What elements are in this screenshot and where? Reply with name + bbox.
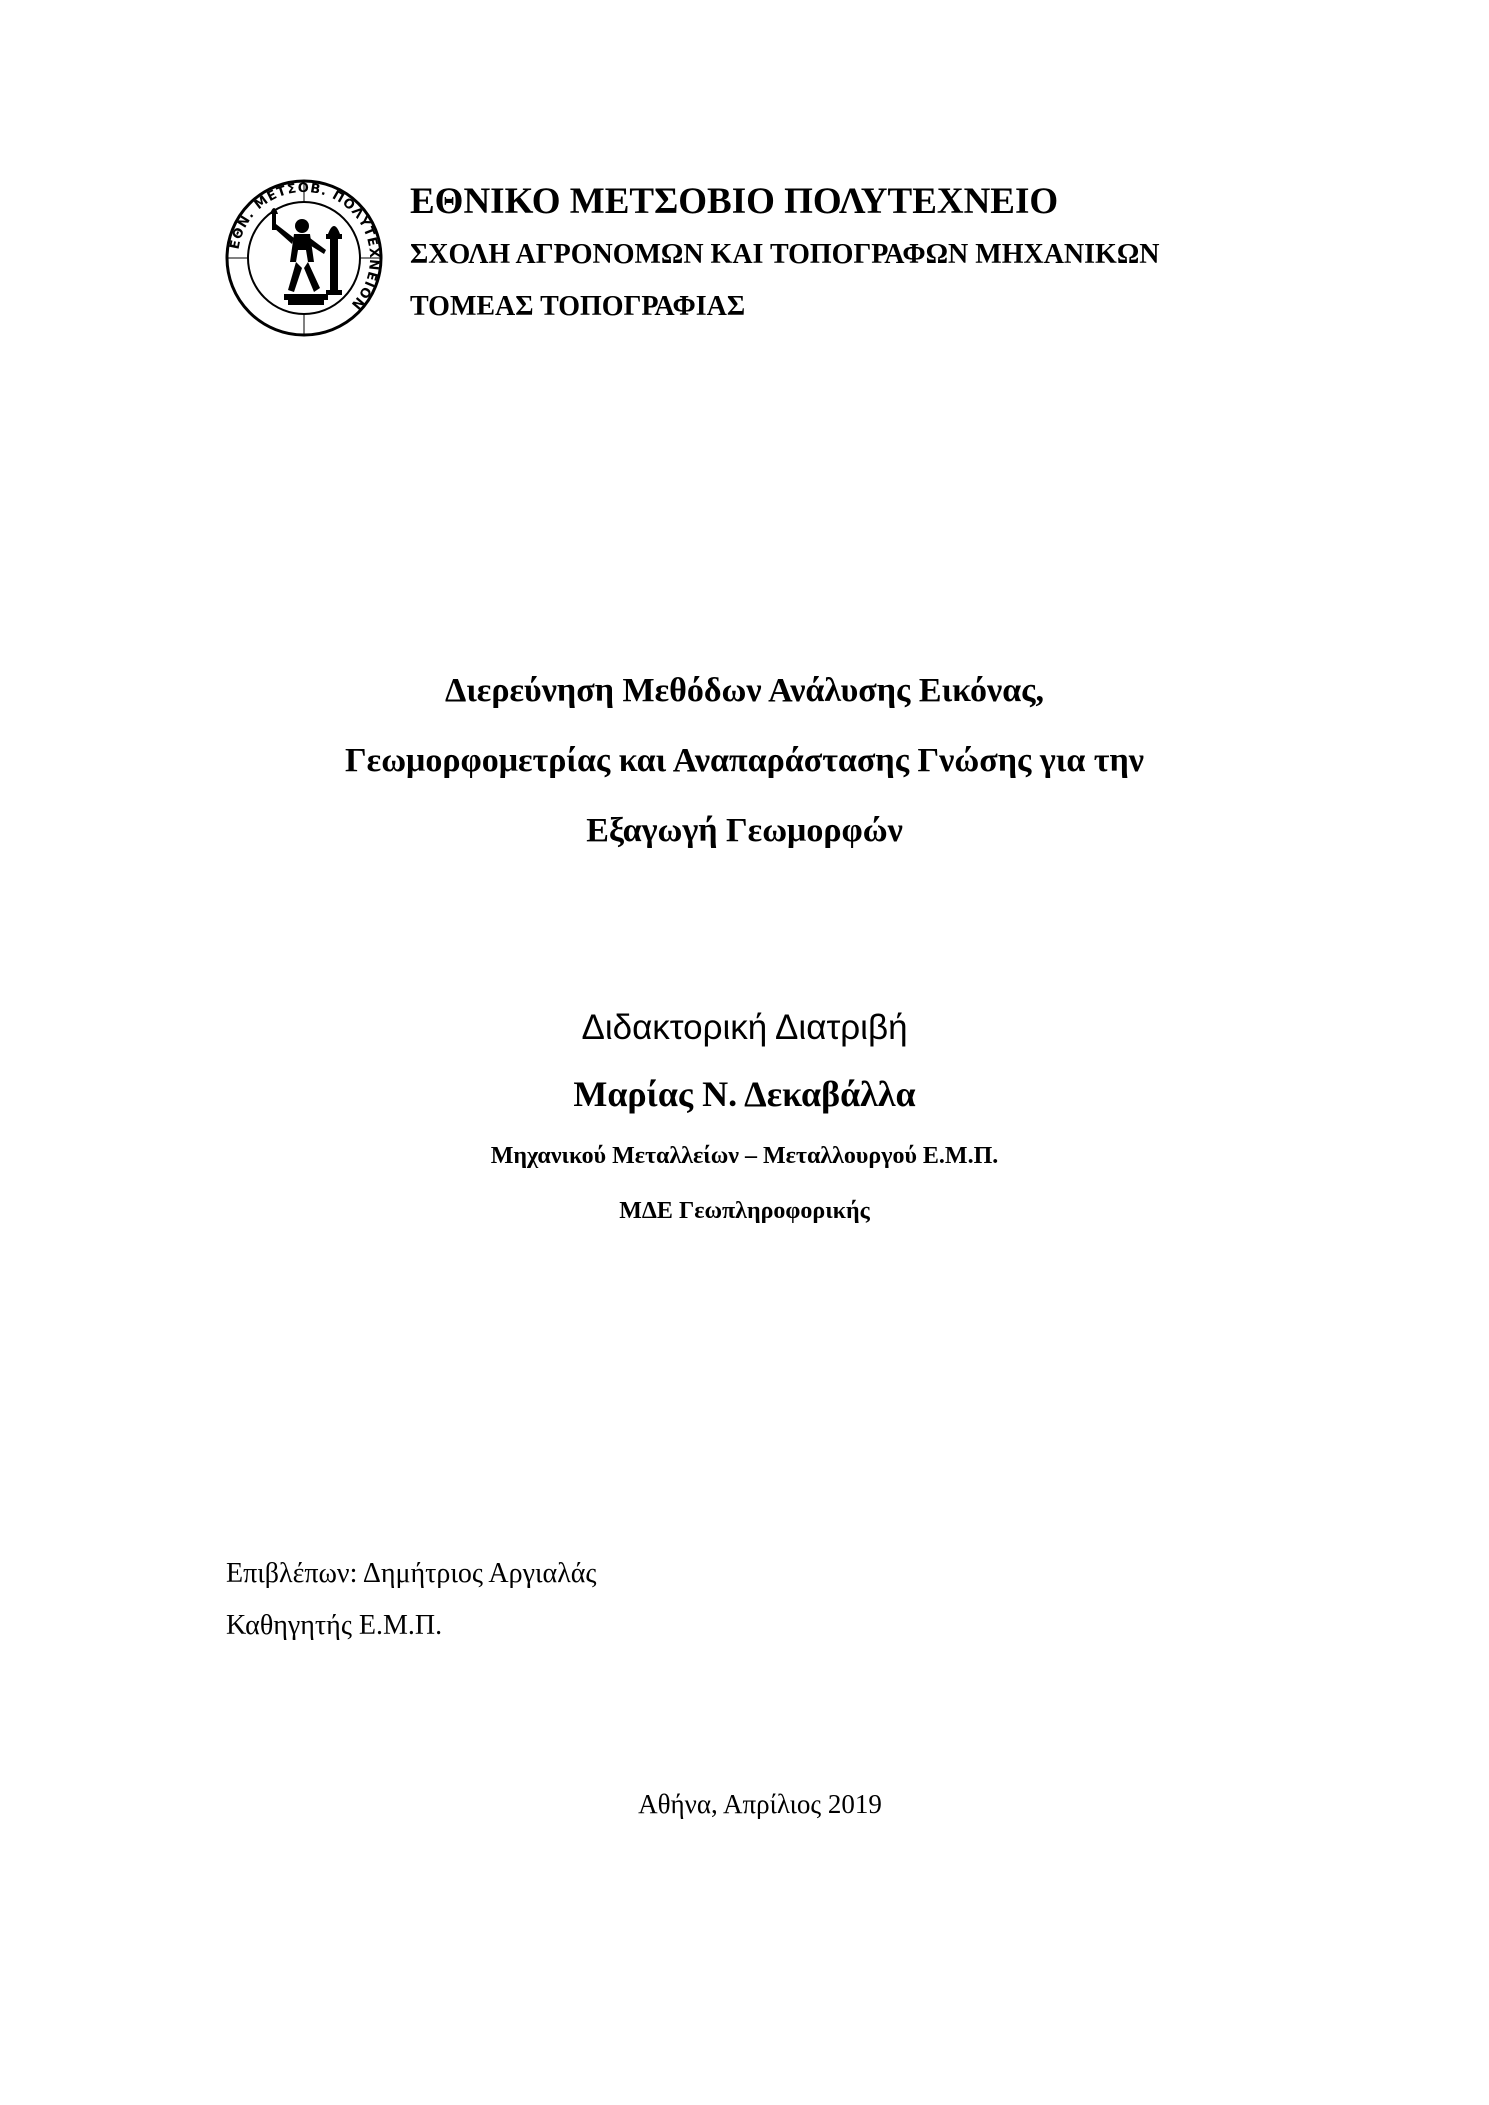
place-date: Αθήνα, Απρίλιος 2019 [638, 1789, 882, 1819]
school-name: ΣΧΟΛΗ ΑΓΡΟΝΟΜΩΝ ΚΑΙ ΤΟΠΟΓΡΑΦΩΝ ΜΗΧΑΝΙΚΩΝ [410, 239, 1160, 270]
supervisor-name: Επιβλέπων: Δημήτριος Αργιαλάς [226, 1558, 597, 1589]
ntua-seal-icon [224, 178, 384, 338]
author-name: Μαρίας Ν. Δεκαβάλλα [573, 1074, 916, 1114]
thesis-title-line-1: Διερεύνηση Μεθόδων Ανάλυσης Εικόνας, [444, 672, 1045, 709]
department-name: ΤΟΜΕΑΣ ΤΟΠΟΓΡΑΦΙΑΣ [410, 291, 746, 322]
institution-header [410, 180, 1159, 324]
thesis-title [0, 656, 1489, 866]
thesis-title-line-3: Εξαγωγή Γεωμορφών [586, 812, 903, 849]
institution-name: ΕΘΝΙΚΟ ΜΕΤΣΟΒΙΟ ΠΟΛΥΤΕΧΝΕΙΟ [410, 181, 1059, 222]
supervisor-block [226, 1548, 597, 1652]
thesis-type: Διδακτορική Διατριβή [581, 1008, 908, 1047]
supervisor-title: Καθηγητής Ε.Μ.Π. [226, 1610, 443, 1641]
author-msc: ΜΔΕ Γεωπληροφορικής [619, 1198, 870, 1224]
author-degree: Μηχανικού Μεταλλείων – Μεταλλουργού Ε.Μ.Π. [490, 1143, 999, 1169]
thesis-title-line-2: Γεωμορφομετρίας και Αναπαράστασης Γνώσης για την [345, 742, 1144, 779]
svg-text:ΕΘΝ. ΜΕΤΣΟΒ. ΠΟΛΥΤΕΧΝΕΙΟΝ: ΕΘΝ. ΜΕΤΣΟΒ. ΠΟΛΥΤΕΧΝΕΙΟΝ [227, 180, 382, 313]
